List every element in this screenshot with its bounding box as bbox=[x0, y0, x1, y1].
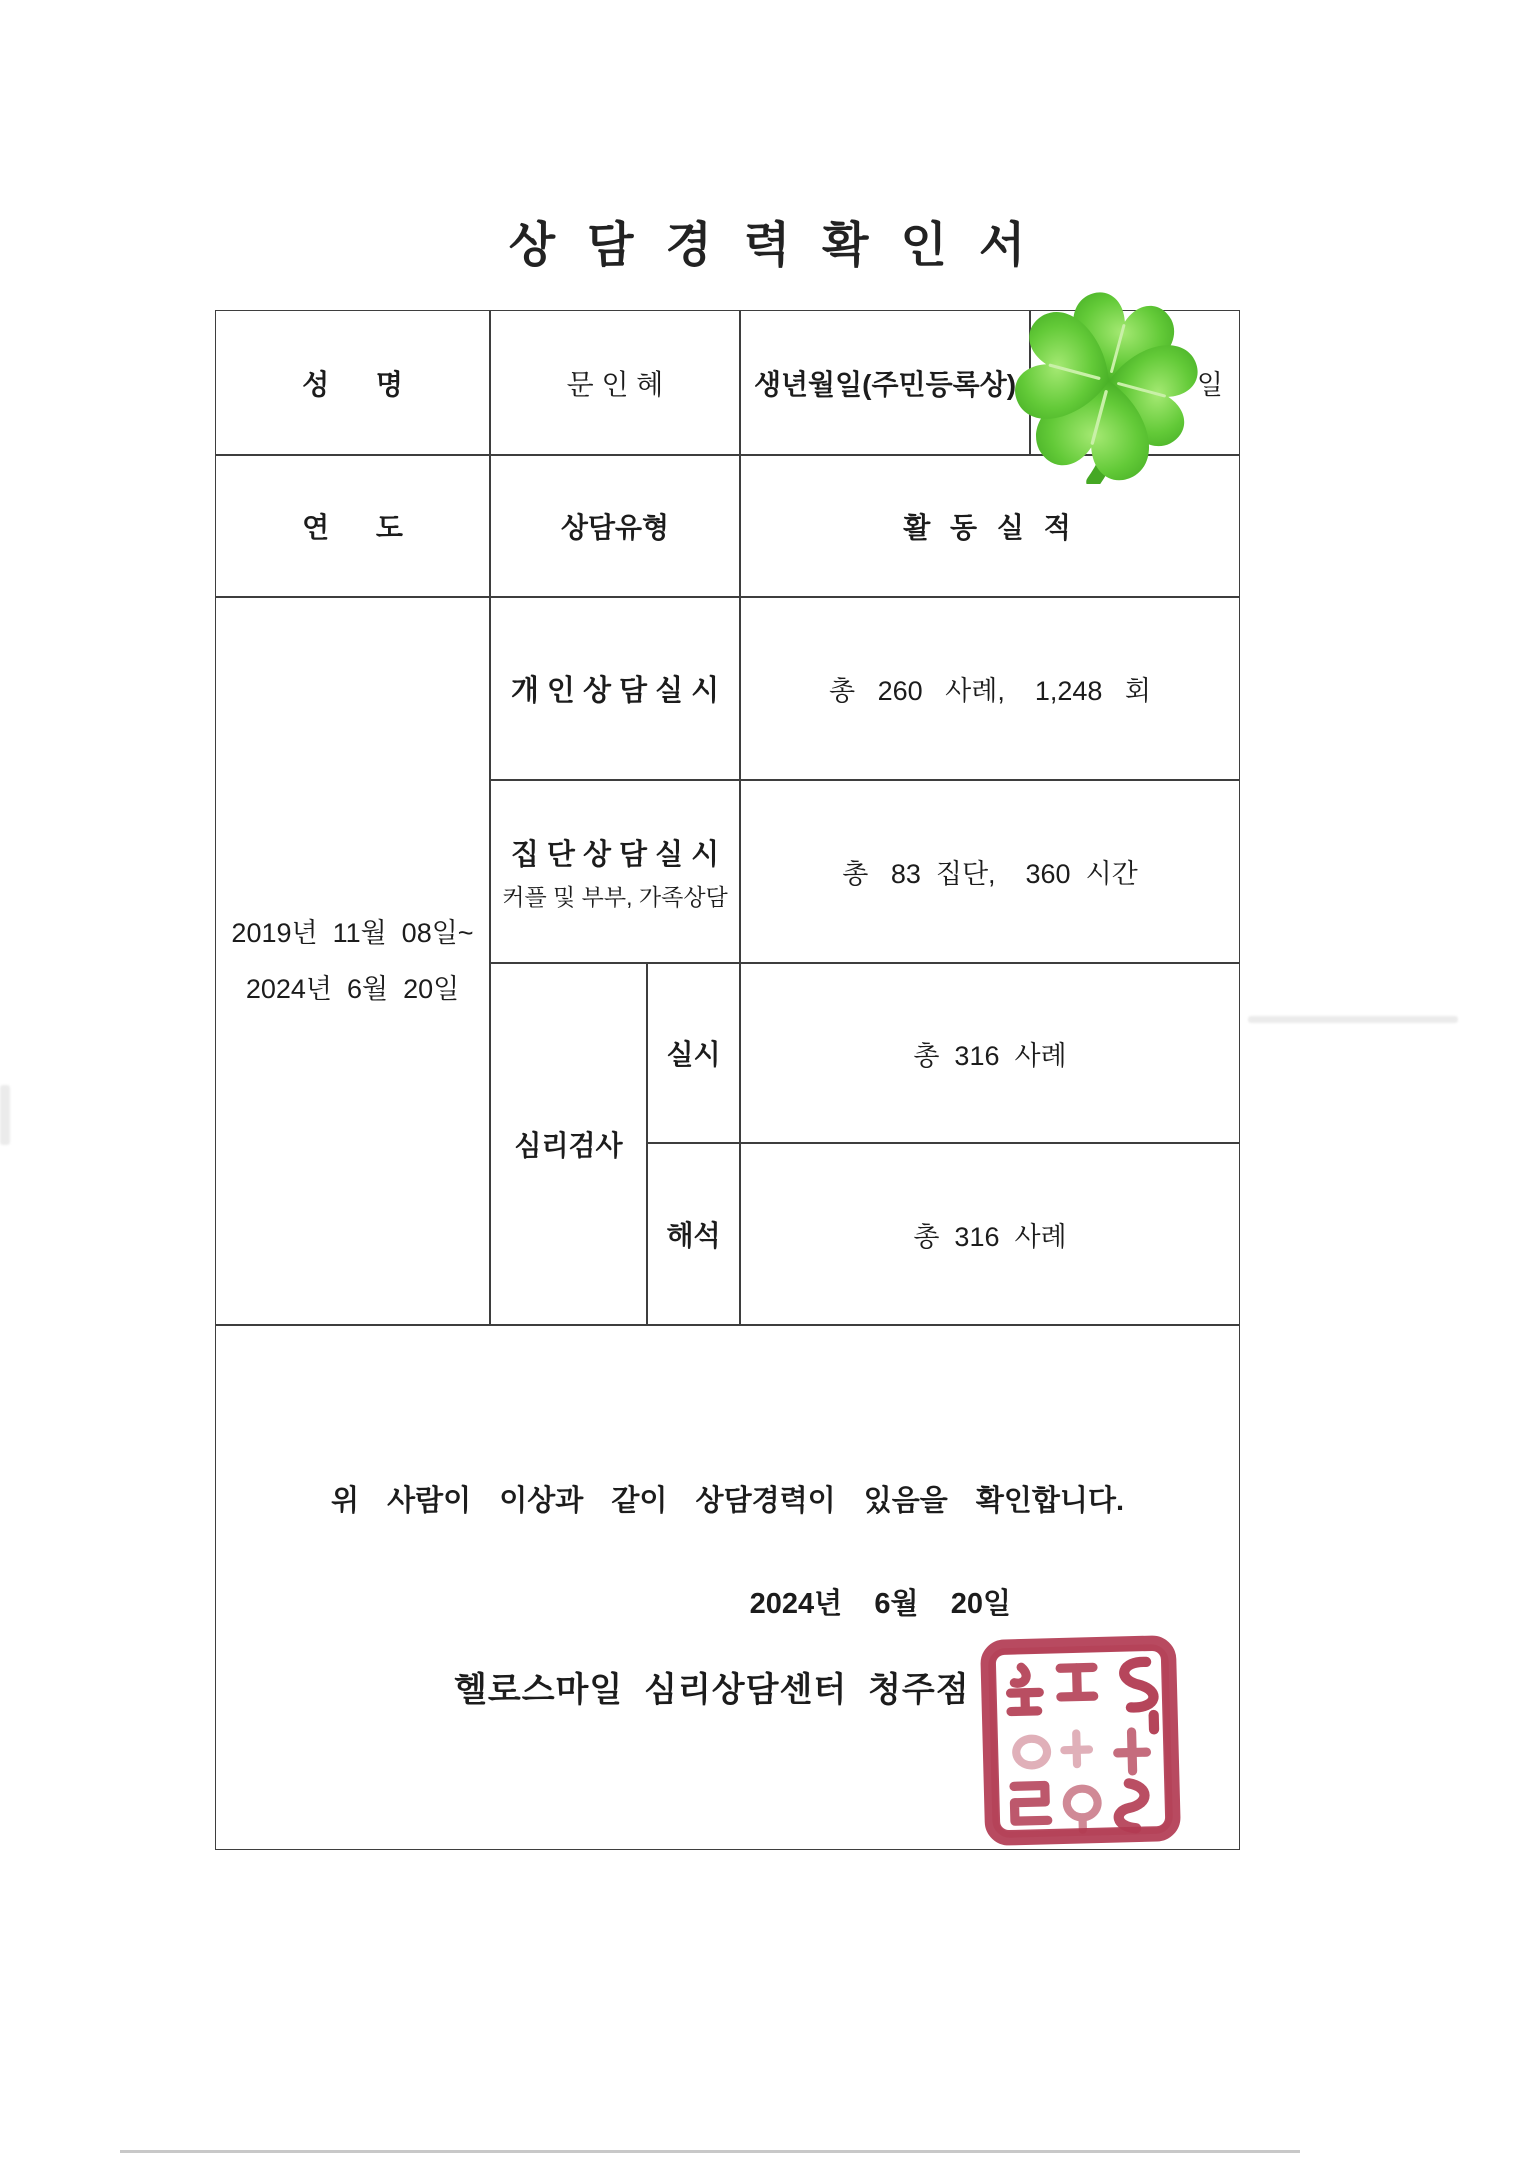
cell-psych-label: 심리검사 bbox=[490, 963, 647, 1325]
page-title: 상 담 경 력 확 인 서 bbox=[508, 219, 1036, 272]
group-label-title: 집 단 상 담 실 시 bbox=[510, 838, 720, 871]
scan-edge-line bbox=[120, 2150, 1300, 2153]
cell-psych-sub2-value: 총 316 사례 bbox=[740, 1143, 1240, 1325]
clover-icon bbox=[1014, 284, 1202, 484]
period-line-1: 2019년 11월 08일~ bbox=[231, 918, 474, 948]
cell-individual-label: 개 인 상 담 실 시 bbox=[490, 597, 740, 780]
group-label-subtitle: 커플 및 부부, 가족상담 bbox=[502, 883, 728, 910]
cell-year-header: 연 도 bbox=[215, 455, 490, 597]
seal-stamp-icon bbox=[975, 1631, 1185, 1848]
cell-birth-label: 생년월일(주민등록상) bbox=[740, 310, 1030, 455]
cell-group-value: 총 83 집단, 360 시간 bbox=[740, 780, 1240, 963]
scan-smudge bbox=[1248, 1016, 1458, 1023]
cell-period bbox=[215, 597, 490, 1325]
cell-birth-value: 일 bbox=[1030, 310, 1240, 455]
organization-name: 헬로스마일 심리상담센터 청주점 bbox=[454, 1671, 970, 1709]
cell-record-header: 활 동 실 적 bbox=[740, 455, 1240, 597]
cell-name-label: 성 명 bbox=[215, 310, 490, 455]
cell-psych-sub1: 실시 bbox=[647, 963, 740, 1143]
period-line-2: 2024년 6월 20일 bbox=[245, 974, 460, 1004]
cell-psych-sub2: 해석 bbox=[647, 1143, 740, 1325]
signature-date: 2024년 6월 20일 bbox=[749, 1588, 1011, 1620]
cell-type-header: 상담유형 bbox=[490, 455, 740, 597]
cell-name-value: 문 인 혜 bbox=[490, 310, 740, 455]
scan-smudge bbox=[0, 1085, 10, 1145]
cell-psych-sub1-value: 총 316 사례 bbox=[740, 963, 1240, 1143]
cell-individual-value: 총 260 사례, 1,248 회 bbox=[740, 597, 1240, 780]
confirmation-statement: 위 사람이 이상과 같이 상담경력이 있음을 확인합니다. bbox=[330, 1485, 1125, 1517]
cell-group-label bbox=[490, 780, 740, 963]
